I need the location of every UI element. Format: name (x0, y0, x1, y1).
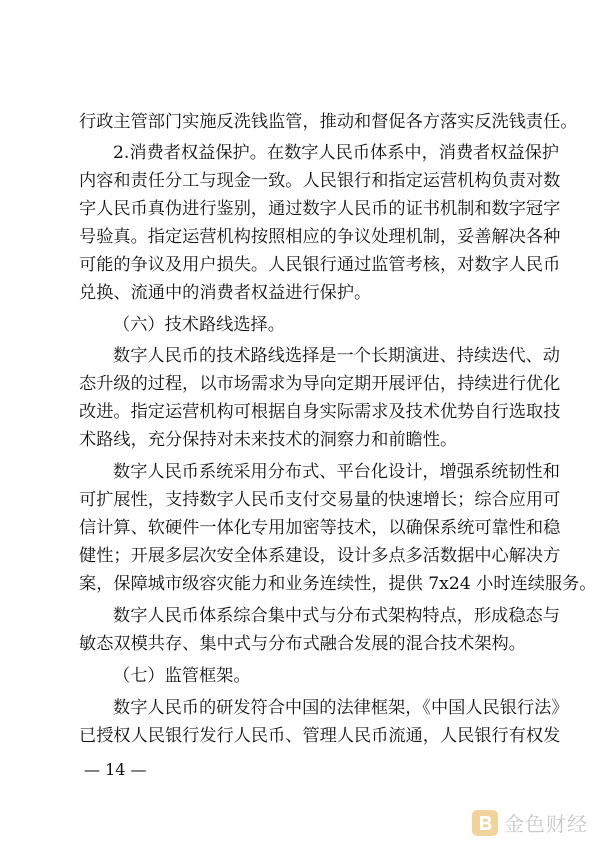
text-line: 数字人民币体系综合集中式与分布式架构特点，形成稳态与 (113, 606, 560, 626)
text-line: 号验真。指定运营机构按照相应的争议处理机制，妥善解决各种 (79, 227, 561, 247)
golden-b-logo-icon (472, 810, 498, 836)
text-line: 健性；开展多层次安全体系建设，设计多点多活数据中心解决方 (79, 546, 561, 566)
watermark-text: 金色财经 (504, 812, 588, 836)
text-line: 术路线，充分保持对未来技术的洞察力和前瞻性。 (79, 430, 458, 450)
text-line: 数字人民币的技术路线选择是一个长期演进、持续迭代、动 (113, 346, 560, 366)
watermark (472, 808, 588, 837)
text-line: 行政主管部门实施反洗钱监管，推动和督促各方落实反洗钱责任。 (79, 112, 578, 132)
text-line: 信计算、软硬件一体化专用加密等技术，以确保系统可靠性和稳 (79, 518, 561, 538)
section-heading: （七）监管框架。 (113, 666, 251, 686)
text-line: 内容和责任分工与现金一致。人民银行和指定运营机构负责对数 (79, 171, 561, 191)
text-line: 2.消费者权益保护。在数字人民币体系中，消费者权益保护 (113, 143, 560, 163)
text-line: 数字人民币的研发符合中国的法律框架，《中国人民银行法》 (113, 698, 569, 718)
text-line: 数字人民币系统采用分布式、平台化设计，增强系统韧性和 (113, 462, 560, 482)
text-line: 案，保障城市级容灾能力和业务连续性，提供 7x24 小时连续服务。 (79, 574, 597, 594)
text-line: 兑换、流通中的消费者权益进行保护。 (79, 283, 372, 303)
page-number: — 14 — (84, 760, 147, 779)
text-line: 已授权人民银行发行人民币、管理人民币流通，人民银行有权发 (79, 726, 561, 746)
text-line: 态升级的过程，以市场需求为导向定期开展评估，持续进行优化 (79, 374, 561, 394)
text-line: 字人民币真伪进行鉴别，通过数字人民币的证书机制和数字冠字 (79, 199, 561, 219)
section-heading: （六）技术路线选择。 (113, 315, 285, 335)
text-line: 可扩展性，支持数字人民币支付交易量的快速增长；综合应用可 (79, 490, 561, 510)
text-line: 可能的争议及用户损失。人民银行通过监管考核，对数字人民币 (79, 255, 561, 275)
text-line: 改进。指定运营机构可根据自身实际需求及技术优势自行选取技 (79, 402, 561, 422)
text-line: 敏态双模共存、集中式与分布式融合发展的混合技术架构。 (79, 634, 526, 654)
